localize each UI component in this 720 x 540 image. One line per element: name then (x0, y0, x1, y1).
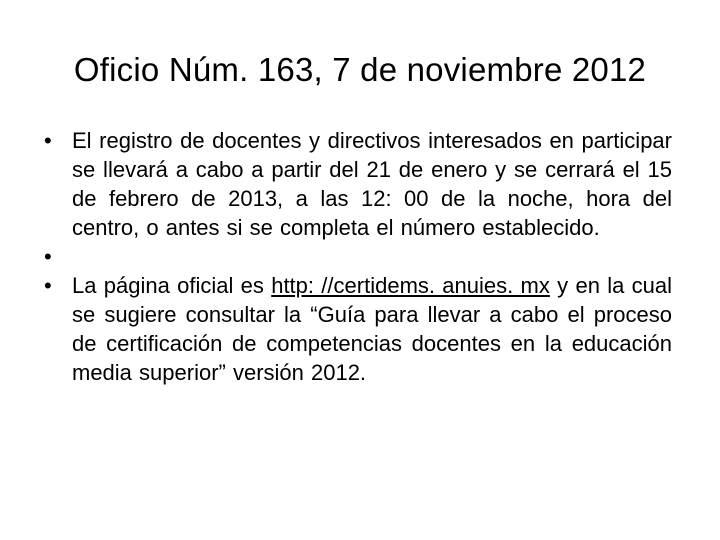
bullet-icon: • (44, 128, 52, 153)
official-page-description: y en la cual se sugiere consultar la “Guía para llevar a cabo el proceso de certificación de competencias docentes en la educación media superior” versión 2012. (72, 273, 673, 385)
slide-title: Oficio Núm. 163, 7 de noviembre 2012 (73, 51, 647, 88)
bullet-icon: • (44, 273, 52, 298)
official-page-link[interactable]: http: //certidems. anuies. mx (271, 273, 550, 298)
bullet-icon: • (44, 244, 52, 269)
bullet-text-empty (72, 242, 672, 271)
bullet-item-empty (44, 242, 672, 271)
bullet-item-official-page (44, 271, 672, 387)
official-page-intro: La página oficial es (72, 273, 272, 298)
bullet-text-official-page (72, 271, 672, 387)
bullet-list (44, 126, 672, 387)
bullet-item-registration (44, 126, 672, 242)
bullet-text-registration: El registro de docentes y directivos interesados en participar se llevará a cabo a partir del 21 de enero y se cerrará el 15 de febrero de 2013, a las 12: 00 de la noche, hora del centro, o antes si se completa el número establecido. (72, 128, 672, 240)
